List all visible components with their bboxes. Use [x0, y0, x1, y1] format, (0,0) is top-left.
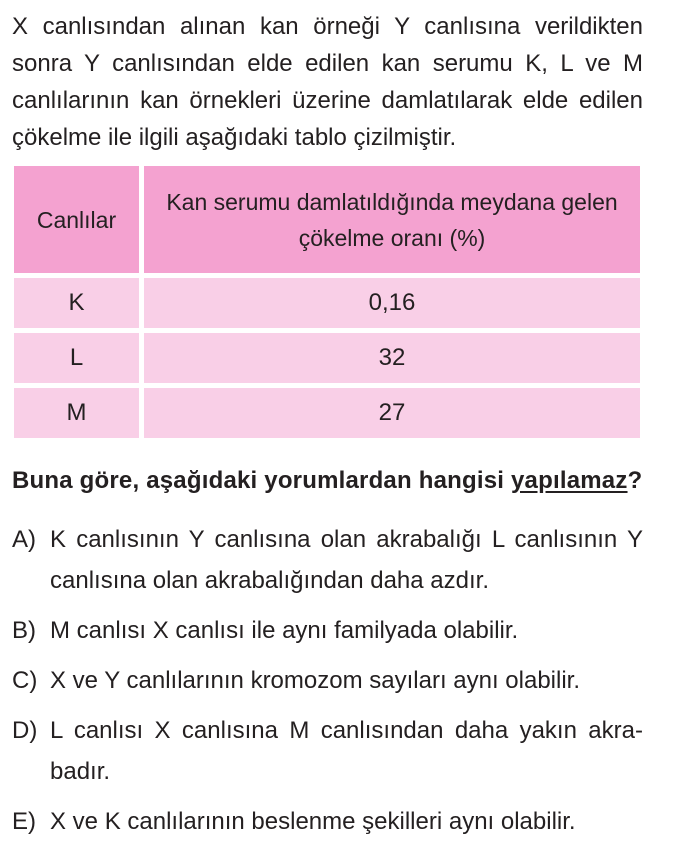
organism-m-value: 27	[378, 399, 406, 426]
option-d-line: badır.	[50, 758, 111, 785]
option-e-line: X ve K canlılarının beslenme şekilleri aynı olabilir.	[50, 808, 576, 835]
table-header-organisms	[14, 166, 139, 273]
option-a-label: A)	[12, 526, 36, 553]
intro-line: sonra Y canlısından elde edilen kan serumu K, L ve M	[12, 50, 643, 77]
option-e	[12, 801, 643, 842]
question-stem-punctuation: ?	[627, 467, 643, 494]
precipitation-table	[14, 166, 640, 438]
option-a-text	[50, 519, 643, 601]
option-e-label: E)	[12, 808, 36, 835]
organism-l-label: L	[69, 344, 84, 371]
table-row-m-organism	[14, 388, 139, 438]
intro-line: canlılarının kan örnekleri üzerine damlatılarak elde edilen	[12, 87, 643, 114]
table-row-k-organism	[14, 278, 139, 328]
option-b-line: M canlısı X canlısı ile aynı familyada olabilir.	[50, 617, 519, 644]
option-b-text	[50, 610, 643, 651]
table-header-precipitation-rate-label: Kan serumu damlatıldığında meydana gelen çökelme oranı (%)	[166, 188, 618, 251]
answer-options	[12, 519, 643, 842]
question-stem-text: Buna göre, aşağıdaki yorumlardan hangisi	[12, 467, 511, 494]
option-a-line: K canlısının Y canlısına olan akrabalığı L canlısının Y	[50, 526, 643, 553]
organism-k-label: K	[68, 289, 85, 316]
table-row-k-value	[144, 278, 640, 328]
table-row-l-organism	[14, 333, 139, 383]
option-a-line: canlısına olan akrabalığından daha azdır.	[50, 567, 489, 594]
organism-k-value: 0,16	[368, 289, 416, 316]
question-stem	[12, 465, 643, 496]
organism-l-value: 32	[378, 344, 406, 371]
option-d-line: L canlısı X canlısına M canlısından daha yakın akra-	[50, 717, 643, 744]
option-d	[12, 710, 643, 792]
option-a	[12, 519, 643, 601]
intro-paragraph	[12, 8, 643, 156]
option-b-label: B)	[12, 617, 36, 644]
option-c-label: C)	[12, 667, 38, 694]
option-c	[12, 660, 643, 701]
table-header-organisms-label: Canlılar	[36, 206, 117, 233]
organism-m-label: M	[66, 399, 87, 426]
table-row-m-value	[144, 388, 640, 438]
option-e-text	[50, 801, 643, 842]
option-c-line: X ve Y canlılarının kromozom sayıları aynı olabilir.	[50, 667, 581, 694]
table-header-precipitation-rate	[144, 166, 640, 273]
option-d-label: D)	[12, 717, 38, 744]
option-b	[12, 610, 643, 651]
question-stem-underlined-word: yapılamaz	[511, 467, 628, 494]
intro-line: X canlısından alınan kan örneği Y canlısına verildikten	[12, 13, 643, 40]
table-row-l-value	[144, 333, 640, 383]
intro-line: çökelme ile ilgili aşağıdaki tablo çizilmiştir.	[12, 124, 457, 151]
option-d-text	[50, 710, 643, 792]
option-c-text	[50, 660, 643, 701]
